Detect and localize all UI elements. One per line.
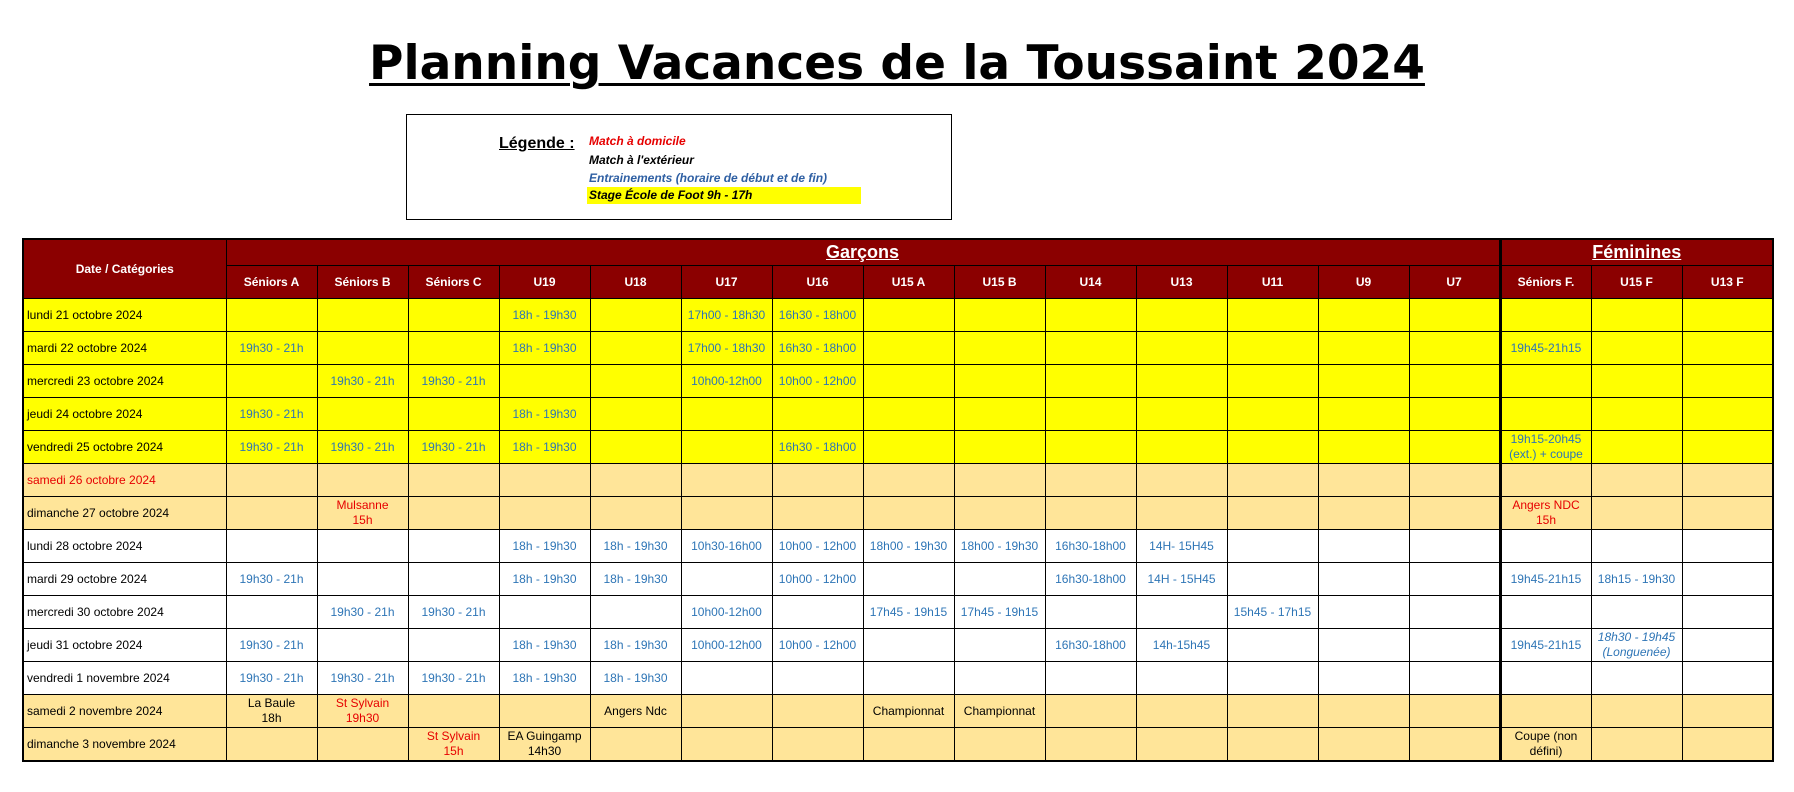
schedule-cell (863, 299, 954, 332)
schedule-cell (1318, 695, 1409, 728)
schedule-cell: 18h - 19h30 (590, 629, 681, 662)
table-row (23, 299, 1773, 332)
schedule-cell (499, 695, 590, 728)
schedule-cell (408, 695, 499, 728)
schedule-cell (1591, 728, 1682, 762)
column-header: U13 F (1682, 266, 1773, 299)
schedule-cell (1682, 596, 1773, 629)
schedule-cell (954, 497, 1045, 530)
schedule-cell: 18h15 - 19h30 (1591, 563, 1682, 596)
schedule-cell (1682, 497, 1773, 530)
schedule-cell: 10h00-12h00 (681, 629, 772, 662)
schedule-cell (1227, 431, 1318, 464)
schedule-cell (772, 398, 863, 431)
schedule-cell: 19h30 - 21h (317, 365, 408, 398)
schedule-cell (1682, 365, 1773, 398)
schedule-cell: 10h00-12h00 (681, 365, 772, 398)
schedule-cell: 16h30 - 18h00 (772, 431, 863, 464)
schedule-cell (1591, 365, 1682, 398)
schedule-cell (1136, 365, 1227, 398)
schedule-cell: 16h30-18h00 (1045, 563, 1136, 596)
schedule-cell: 19h30 - 21h (226, 431, 317, 464)
schedule-cell (1318, 365, 1409, 398)
schedule-cell (863, 431, 954, 464)
schedule-cell (408, 563, 499, 596)
schedule-cell (1682, 695, 1773, 728)
date-cell: vendredi 1 novembre 2024 (23, 662, 226, 695)
schedule-cell (1682, 662, 1773, 695)
schedule-cell (1136, 695, 1227, 728)
schedule-cell: 18h - 19h30 (499, 629, 590, 662)
schedule-cell (1682, 563, 1773, 596)
date-cell: mercredi 30 octobre 2024 (23, 596, 226, 629)
table-row (23, 728, 1773, 762)
schedule-cell (1500, 662, 1591, 695)
schedule-cell (1409, 299, 1500, 332)
schedule-cell (1591, 299, 1682, 332)
schedule-cell (1227, 629, 1318, 662)
table-row (23, 662, 1773, 695)
schedule-cell (954, 629, 1045, 662)
schedule-cell (1500, 695, 1591, 728)
schedule-cell (1136, 398, 1227, 431)
schedule-cell (1318, 563, 1409, 596)
schedule-cell (408, 497, 499, 530)
schedule-cell (681, 728, 772, 762)
schedule-cell (1500, 398, 1591, 431)
table-row (23, 332, 1773, 365)
schedule-cell (863, 728, 954, 762)
column-header: U17 (681, 266, 772, 299)
schedule-cell (1045, 398, 1136, 431)
schedule-cell: 19h45-21h15 (1500, 563, 1591, 596)
schedule-cell (1136, 332, 1227, 365)
schedule-cell (1227, 662, 1318, 695)
schedule-cell (1409, 431, 1500, 464)
schedule-cell (408, 299, 499, 332)
schedule-cell (1136, 662, 1227, 695)
table-row (23, 596, 1773, 629)
schedule-cell (1409, 464, 1500, 497)
schedule-cell (499, 497, 590, 530)
schedule-cell (1591, 596, 1682, 629)
schedule-cell: 18h - 19h30 (499, 332, 590, 365)
schedule-cell (1409, 332, 1500, 365)
column-header: U7 (1409, 266, 1500, 299)
legend-box (406, 114, 952, 220)
schedule-cell (1682, 398, 1773, 431)
schedule-cell (1045, 662, 1136, 695)
schedule-cell (499, 596, 590, 629)
schedule-cell: EA Guingamp 14h30 (499, 728, 590, 762)
schedule-cell (499, 365, 590, 398)
schedule-cell (681, 431, 772, 464)
schedule-cell: St Sylvain 19h30 (317, 695, 408, 728)
schedule-cell (1682, 332, 1773, 365)
page-title (0, 36, 1794, 92)
schedule-cell (681, 662, 772, 695)
schedule-cell (681, 497, 772, 530)
schedule-cell: 15h45 - 17h15 (1227, 596, 1318, 629)
schedule-cell: La Baule 18h (226, 695, 317, 728)
schedule-cell (1227, 530, 1318, 563)
schedule-cell (954, 464, 1045, 497)
date-cell: jeudi 24 octobre 2024 (23, 398, 226, 431)
column-header: U11 (1227, 266, 1318, 299)
schedule-cell (590, 596, 681, 629)
schedule-cell (954, 398, 1045, 431)
schedule-cell (1045, 695, 1136, 728)
schedule-cell: 19h45-21h15 (1500, 332, 1591, 365)
schedule-cell (226, 596, 317, 629)
schedule-cell (681, 563, 772, 596)
schedule-cell (1591, 497, 1682, 530)
schedule-cell (1045, 728, 1136, 762)
schedule-cell: 10h00 - 12h00 (772, 563, 863, 596)
schedule-cell (1591, 398, 1682, 431)
schedule-cell (1318, 596, 1409, 629)
legend-training: Entrainements (horaire de début et de fin) (589, 171, 828, 185)
schedule-cell (772, 464, 863, 497)
schedule-cell (408, 530, 499, 563)
schedule-cell (408, 464, 499, 497)
schedule-cell (590, 728, 681, 762)
schedule-cell (317, 563, 408, 596)
date-cell: samedi 26 octobre 2024 (23, 464, 226, 497)
legend-stage: Stage École de Foot 9h - 17h (587, 187, 861, 204)
schedule-cell: 10h30-16h00 (681, 530, 772, 563)
schedule-cell (317, 398, 408, 431)
schedule-cell: 19h30 - 21h (226, 332, 317, 365)
schedule-cell (1409, 662, 1500, 695)
schedule-cell: 19h30 - 21h (317, 431, 408, 464)
schedule-cell (1227, 497, 1318, 530)
schedule-cell (226, 530, 317, 563)
schedule-cell (954, 365, 1045, 398)
schedule-cell (1500, 464, 1591, 497)
table-row (23, 629, 1773, 662)
schedule-cell (226, 497, 317, 530)
schedule-cell (317, 629, 408, 662)
schedule-cell (499, 464, 590, 497)
schedule-cell: 10h00 - 12h00 (772, 629, 863, 662)
schedule-cell (1227, 695, 1318, 728)
schedule-cell (1227, 728, 1318, 762)
schedule-cell (1227, 365, 1318, 398)
schedule-cell (1045, 332, 1136, 365)
schedule-cell (1318, 728, 1409, 762)
schedule-cell (1045, 299, 1136, 332)
schedule-cell (1682, 629, 1773, 662)
schedule-cell (1409, 530, 1500, 563)
schedule-cell: 18h - 19h30 (590, 563, 681, 596)
schedule-cell: 19h30 - 21h (408, 662, 499, 695)
schedule-cell: 16h30-18h00 (1045, 530, 1136, 563)
schedule-cell: Angers NDC 15h (1500, 497, 1591, 530)
schedule-cell: 16h30 - 18h00 (772, 332, 863, 365)
schedule-cell (1136, 464, 1227, 497)
column-header: U15 A (863, 266, 954, 299)
schedule-cell (863, 464, 954, 497)
schedule-cell (863, 563, 954, 596)
date-cell: dimanche 3 novembre 2024 (23, 728, 226, 762)
schedule-cell: Championnat (863, 695, 954, 728)
schedule-cell: 18h - 19h30 (499, 398, 590, 431)
schedule-cell (317, 728, 408, 762)
schedule-cell (954, 728, 1045, 762)
schedule-cell (681, 464, 772, 497)
schedule-cell (1591, 695, 1682, 728)
schedule-cell (772, 728, 863, 762)
schedule-cell (590, 365, 681, 398)
table-row (23, 398, 1773, 431)
schedule-cell (1682, 431, 1773, 464)
schedule-cell (1045, 365, 1136, 398)
schedule-cell (1318, 431, 1409, 464)
schedule-cell (1682, 464, 1773, 497)
column-header-row (23, 266, 1773, 299)
schedule-cell (408, 332, 499, 365)
table-row (23, 695, 1773, 728)
schedule-cell (1409, 398, 1500, 431)
schedule-cell (1318, 398, 1409, 431)
column-header: U16 (772, 266, 863, 299)
schedule-cell (772, 497, 863, 530)
schedule-cell (1500, 530, 1591, 563)
column-header: U15 B (954, 266, 1045, 299)
schedule-cell (1409, 629, 1500, 662)
schedule-cell: 17h00 - 18h30 (681, 332, 772, 365)
schedule-cell (1227, 563, 1318, 596)
schedule-cell (1409, 695, 1500, 728)
schedule-cell (1045, 464, 1136, 497)
schedule-cell (1591, 431, 1682, 464)
schedule-cell (1682, 728, 1773, 762)
schedule-cell: 18h - 19h30 (499, 431, 590, 464)
schedule-cell: 19h45-21h15 (1500, 629, 1591, 662)
column-header: U15 F (1591, 266, 1682, 299)
schedule-cell (1318, 497, 1409, 530)
column-header: U14 (1045, 266, 1136, 299)
schedule-cell (863, 497, 954, 530)
column-header: U13 (1136, 266, 1227, 299)
schedule-cell: 19h30 - 21h (317, 596, 408, 629)
date-cell: lundi 28 octobre 2024 (23, 530, 226, 563)
schedule-cell (317, 530, 408, 563)
table-row (23, 530, 1773, 563)
schedule-cell: Championnat (954, 695, 1045, 728)
schedule-cell: 16h30 - 18h00 (772, 299, 863, 332)
schedule-cell (1045, 596, 1136, 629)
schedule-cell: 18h30 - 19h45 (Longuenée) (1591, 629, 1682, 662)
schedule-cell (317, 332, 408, 365)
date-cell: samedi 2 novembre 2024 (23, 695, 226, 728)
schedule-cell (1318, 464, 1409, 497)
column-header: Séniors C (408, 266, 499, 299)
schedule-cell: 14H- 15H45 (1136, 530, 1227, 563)
schedule-cell (1409, 365, 1500, 398)
schedule-cell (408, 629, 499, 662)
date-cell: jeudi 31 octobre 2024 (23, 629, 226, 662)
schedule-cell (1045, 497, 1136, 530)
schedule-cell: 18h - 19h30 (499, 299, 590, 332)
schedule-cell: 19h30 - 21h (408, 431, 499, 464)
schedule-cell (590, 299, 681, 332)
schedule-cell (1682, 299, 1773, 332)
schedule-cell: 18h - 19h30 (499, 662, 590, 695)
schedule-cell: Mulsanne 15h (317, 497, 408, 530)
schedule-cell (1136, 431, 1227, 464)
schedule-cell: 19h30 - 21h (226, 398, 317, 431)
schedule-cell (1136, 728, 1227, 762)
column-header: Séniors A (226, 266, 317, 299)
schedule-cell (1136, 299, 1227, 332)
schedule-cell (954, 332, 1045, 365)
schedule-cell (1318, 629, 1409, 662)
schedule-cell (1591, 530, 1682, 563)
schedule-cell: 18h00 - 19h30 (863, 530, 954, 563)
schedule-cell (772, 662, 863, 695)
schedule-cell: 19h30 - 21h (408, 596, 499, 629)
column-header: U18 (590, 266, 681, 299)
schedule-cell (954, 563, 1045, 596)
schedule-cell: 17h45 - 19h15 (863, 596, 954, 629)
page-title-text: Planning Vacances de la Toussaint 2024 (369, 36, 1425, 91)
schedule-cell (1409, 728, 1500, 762)
schedule-cell: 19h30 - 21h (226, 662, 317, 695)
schedule-cell (1409, 497, 1500, 530)
schedule-cell (1682, 530, 1773, 563)
schedule-cell (226, 299, 317, 332)
date-cell: mardi 29 octobre 2024 (23, 563, 226, 596)
date-cell: lundi 21 octobre 2024 (23, 299, 226, 332)
date-cell: mardi 22 octobre 2024 (23, 332, 226, 365)
table-row (23, 464, 1773, 497)
schedule-cell (590, 464, 681, 497)
schedule-cell (1045, 431, 1136, 464)
schedule-cell: 18h - 19h30 (499, 530, 590, 563)
date-cell: mercredi 23 octobre 2024 (23, 365, 226, 398)
schedule-cell: 18h00 - 19h30 (954, 530, 1045, 563)
schedule-cell (681, 695, 772, 728)
schedule-cell (772, 596, 863, 629)
schedule-cell (954, 662, 1045, 695)
schedule-table (22, 238, 1774, 762)
schedule-cell (954, 299, 1045, 332)
schedule-cell (590, 332, 681, 365)
group-header-feminines: Féminines (1500, 239, 1773, 266)
column-header: U9 (1318, 266, 1409, 299)
schedule-cell: 10h00-12h00 (681, 596, 772, 629)
column-header: U19 (499, 266, 590, 299)
header-group-row (23, 239, 1773, 266)
date-cell: vendredi 25 octobre 2024 (23, 431, 226, 464)
schedule-cell: 19h30 - 21h (408, 365, 499, 398)
schedule-cell (226, 365, 317, 398)
schedule-cell (317, 299, 408, 332)
schedule-cell (590, 497, 681, 530)
date-cell: dimanche 27 octobre 2024 (23, 497, 226, 530)
column-header: Séniors B (317, 266, 408, 299)
schedule-cell: 16h30-18h00 (1045, 629, 1136, 662)
schedule-cell (1591, 464, 1682, 497)
schedule-cell (1136, 596, 1227, 629)
schedule-cell (1227, 464, 1318, 497)
schedule-cell (408, 398, 499, 431)
schedule-cell (1227, 398, 1318, 431)
schedule-cell: 19h30 - 21h (317, 662, 408, 695)
schedule-cell (226, 464, 317, 497)
schedule-cell: 14H - 15H45 (1136, 563, 1227, 596)
schedule-cell (590, 398, 681, 431)
schedule-cell (317, 464, 408, 497)
table-row (23, 431, 1773, 464)
schedule-cell (1409, 563, 1500, 596)
schedule-cell: 10h00 - 12h00 (772, 530, 863, 563)
schedule-cell (1227, 332, 1318, 365)
table-row (23, 365, 1773, 398)
schedule-cell: 14h-15h45 (1136, 629, 1227, 662)
column-header: Séniors F. (1500, 266, 1591, 299)
schedule-cell (1227, 299, 1318, 332)
schedule-cell (863, 398, 954, 431)
schedule-cell (226, 728, 317, 762)
schedule-cell (1500, 365, 1591, 398)
schedule-cell: 19h30 - 21h (226, 629, 317, 662)
table-row (23, 563, 1773, 596)
schedule-cell (1318, 332, 1409, 365)
schedule-cell: 18h - 19h30 (590, 662, 681, 695)
schedule-cell: 18h - 19h30 (590, 530, 681, 563)
schedule-cell (1591, 662, 1682, 695)
schedule-cell (863, 662, 954, 695)
schedule-cell (1409, 596, 1500, 629)
schedule-cell: 19h30 - 21h (226, 563, 317, 596)
schedule-cell (1318, 299, 1409, 332)
group-header-garcons: Garçons (226, 239, 1500, 266)
schedule-cell (772, 695, 863, 728)
schedule-cell (590, 431, 681, 464)
schedule-cell (1318, 530, 1409, 563)
schedule-cell: 10h00 - 12h00 (772, 365, 863, 398)
legend-label: Légende : (499, 135, 575, 152)
schedule-cell (681, 398, 772, 431)
corner-header: Date / Catégories (23, 239, 226, 299)
schedule-cell (954, 431, 1045, 464)
table-row (23, 497, 1773, 530)
schedule-cell: Coupe (non défini) (1500, 728, 1591, 762)
schedule-cell (1136, 497, 1227, 530)
schedule-cell (1500, 299, 1591, 332)
schedule-cell (863, 629, 954, 662)
schedule-cell (1591, 332, 1682, 365)
schedule-cell: 17h45 - 19h15 (954, 596, 1045, 629)
schedule-cell (1500, 596, 1591, 629)
schedule-cell (1318, 662, 1409, 695)
schedule-cell (863, 365, 954, 398)
schedule-cell: St Sylvain 15h (408, 728, 499, 762)
schedule-cell: 17h00 - 18h30 (681, 299, 772, 332)
legend-away-match: Match à l'extérieur (589, 153, 694, 167)
schedule-cell: 19h15-20h45 (ext.) + coupe (1500, 431, 1591, 464)
schedule-cell: Angers Ndc (590, 695, 681, 728)
schedule-cell (863, 332, 954, 365)
schedule-cell: 18h - 19h30 (499, 563, 590, 596)
legend-home-match: Match à domicile (589, 134, 686, 148)
